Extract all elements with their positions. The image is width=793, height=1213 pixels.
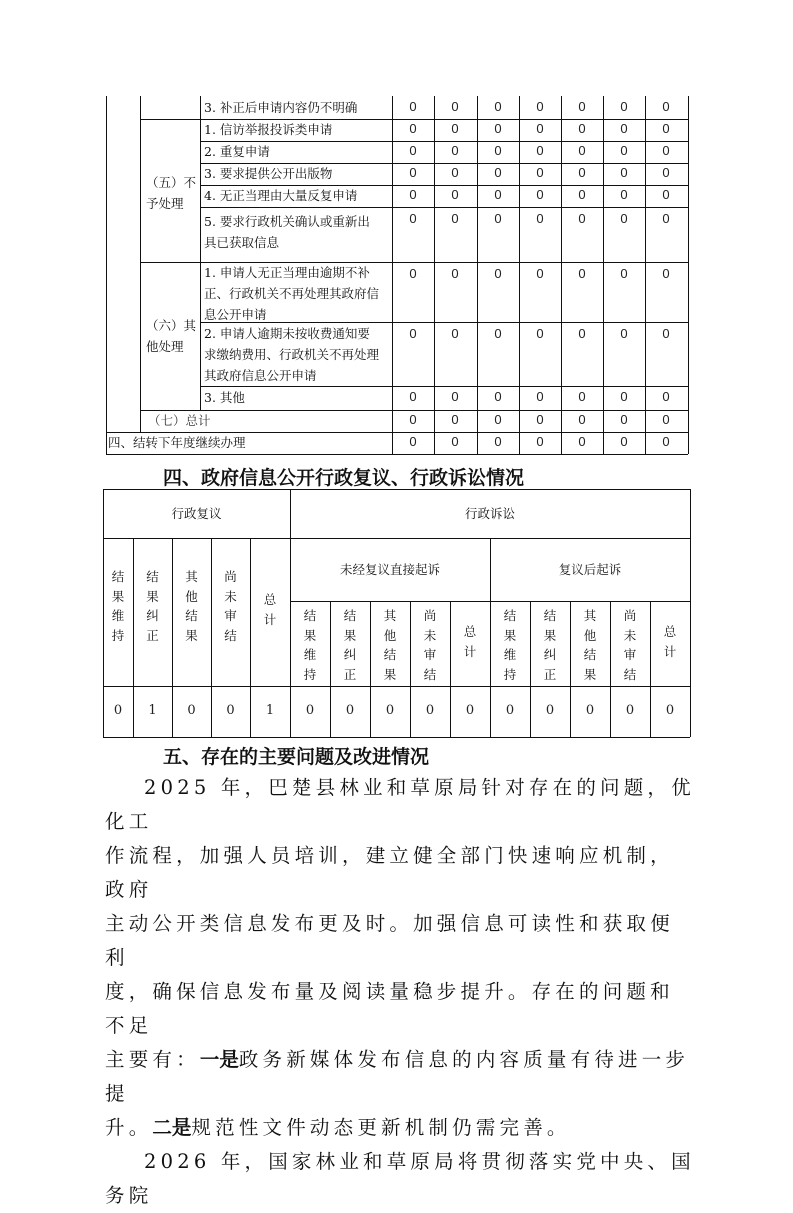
label-line: 息公开申请 bbox=[204, 307, 267, 322]
para-line: 2025 年，巴楚县林业和草原局针对存在的问题，优化工 bbox=[105, 776, 695, 833]
sub-header-char: 尚 bbox=[224, 569, 237, 584]
table-cell-value: 0 bbox=[662, 412, 670, 427]
sub-header-char: 果 bbox=[111, 588, 125, 604]
category-line: 予处理 bbox=[146, 196, 184, 211]
table-cell-value: 0 bbox=[451, 143, 459, 158]
table-cell-value: 0 bbox=[409, 121, 417, 136]
table-cell-value: 0 bbox=[451, 187, 459, 202]
label-line: 正、行政机关不再处理其政府信 bbox=[204, 286, 380, 301]
label-line: 具已获取信息 bbox=[204, 235, 280, 250]
table-cell-value: 0 bbox=[662, 211, 670, 226]
table-cell-value: 0 bbox=[494, 187, 502, 202]
category-no-process bbox=[146, 172, 196, 214]
sub-header-char: 结 bbox=[623, 666, 637, 682]
section4-heading: 四、政府信息公开行政复议、行政诉讼情况 bbox=[163, 467, 525, 489]
table-cell-value: 0 bbox=[578, 326, 586, 341]
sub-header-1 bbox=[144, 567, 162, 645]
sub-header-char: 总 bbox=[263, 592, 277, 607]
table-cell-value: 0 bbox=[620, 412, 628, 427]
sub-header-3 bbox=[621, 606, 639, 684]
table-cell-value: 0 bbox=[620, 143, 628, 158]
sub-header-char: 果 bbox=[503, 627, 517, 643]
table-cell-value: 0 bbox=[620, 165, 628, 180]
table-cell-value: 0 bbox=[662, 99, 670, 114]
sub-header-char: 审 bbox=[423, 647, 437, 662]
sub-header-2 bbox=[381, 606, 399, 684]
sub-header-char: 他 bbox=[185, 588, 198, 604]
table-cell-value: 0 bbox=[505, 703, 515, 718]
table-cell-value: 0 bbox=[545, 703, 555, 718]
table-cell-value: 0 bbox=[494, 165, 502, 180]
table-cell-value: 0 bbox=[578, 211, 586, 226]
table-cell-value: 0 bbox=[409, 434, 417, 449]
category-line: 他处理 bbox=[146, 339, 184, 354]
table-cell-value: 0 bbox=[585, 703, 595, 718]
sub-header-char: 其 bbox=[583, 608, 597, 623]
sub-header-4 bbox=[261, 590, 279, 629]
sub-header-2 bbox=[581, 606, 599, 684]
sub-header-0 bbox=[109, 567, 127, 645]
table-cell-value: 0 bbox=[578, 121, 586, 136]
table-cell-value: 0 bbox=[409, 412, 417, 427]
table-cell-value: 0 bbox=[620, 99, 628, 114]
table-row-label: 3. 要求提供公开出版物 bbox=[204, 166, 333, 181]
table-cell-value: 0 bbox=[536, 211, 544, 226]
direct-suit-header: 未经复议直接起诉 bbox=[339, 562, 440, 577]
sub-header-char: 其 bbox=[383, 608, 397, 623]
para-line bbox=[105, 1043, 695, 1111]
sub-header-char: 持 bbox=[111, 627, 125, 643]
sub-header-char: 果 bbox=[146, 588, 159, 604]
sub-header-char: 总 bbox=[663, 624, 677, 639]
sub-header-0 bbox=[301, 606, 319, 684]
label-line: 求缴纳费用、行政机关不再处理 bbox=[204, 347, 380, 362]
sub-header-char: 结 bbox=[146, 569, 159, 584]
sub-header-char: 未 bbox=[623, 627, 637, 643]
table-cell-value: 0 bbox=[494, 434, 502, 449]
sub-header-char: 纠 bbox=[146, 608, 159, 623]
label-line: 2. 申请人逾期未按收费通知要 bbox=[204, 326, 370, 341]
table-row-label bbox=[204, 262, 379, 325]
sub-header-char: 他 bbox=[383, 627, 397, 643]
table-cell-value: 0 bbox=[451, 434, 459, 449]
table-cell-value: 0 bbox=[620, 326, 628, 341]
table-cell-value: 0 bbox=[305, 703, 315, 718]
table-cell-value: 0 bbox=[385, 703, 395, 718]
table-cell-value: 0 bbox=[409, 143, 417, 158]
sub-header-2 bbox=[183, 567, 201, 645]
sub-header-char: 结 bbox=[583, 647, 597, 662]
table-row-label: 3. 其他 bbox=[204, 390, 245, 405]
table-cell-value: 0 bbox=[409, 389, 417, 404]
table-cell-value: 0 bbox=[662, 165, 670, 180]
table-cell-value: 0 bbox=[578, 389, 586, 404]
sub-header-char: 正 bbox=[543, 666, 557, 682]
sub-header-char: 持 bbox=[503, 666, 517, 682]
review-header: 行政复议 bbox=[171, 506, 222, 521]
sub-header-char: 结 bbox=[503, 608, 517, 623]
para-line: 作流程，加强人员培训，建立健全部门快速响应机制，政府 bbox=[105, 844, 674, 901]
sub-header-char: 结 bbox=[543, 608, 557, 623]
table-cell-value: 0 bbox=[494, 121, 502, 136]
sub-header-char: 结 bbox=[224, 627, 237, 643]
table-cell-value: 0 bbox=[494, 143, 502, 158]
para-line: 2026 年，国家林业和草原局将贯彻落实党中央、国务院 bbox=[105, 1150, 695, 1207]
table-row-label: 4. 无正当理由大量反复申请 bbox=[204, 188, 358, 203]
sub-header-char: 他 bbox=[583, 627, 597, 643]
table-cell-value: 0 bbox=[494, 389, 502, 404]
sub-header-4 bbox=[461, 622, 479, 661]
sub-header-char: 纠 bbox=[343, 647, 357, 662]
table-cell-value: 0 bbox=[665, 703, 675, 718]
sub-header-1 bbox=[541, 606, 559, 684]
table-cell-value: 0 bbox=[578, 434, 586, 449]
sub-header-char: 计 bbox=[663, 643, 677, 659]
emphasis-second: 二是 bbox=[152, 1116, 192, 1139]
sub-header-3 bbox=[222, 567, 240, 645]
table-cell-value: 0 bbox=[578, 165, 586, 180]
text-span: 主要有： bbox=[105, 1048, 200, 1071]
table-row-label bbox=[204, 323, 379, 386]
sub-header-char: 尚 bbox=[623, 608, 637, 623]
table-cell-value: 1 bbox=[265, 703, 275, 718]
table-cell-value: 0 bbox=[536, 266, 544, 281]
text-span: 政务新媒体发布信息的内容质量有待进一步提 bbox=[105, 1048, 690, 1105]
label-line: 1. 申请人无正当理由逾期不补 bbox=[204, 265, 370, 280]
table-cell-value: 0 bbox=[536, 121, 544, 136]
table-cell-value: 0 bbox=[625, 703, 635, 718]
table-cell-value: 0 bbox=[620, 187, 628, 202]
sub-header-char: 正 bbox=[146, 627, 159, 643]
table-cell-value: 0 bbox=[620, 389, 628, 404]
sub-header-char: 果 bbox=[303, 627, 317, 643]
table-cell-value: 0 bbox=[536, 99, 544, 114]
sub-header-char: 结 bbox=[111, 569, 125, 584]
sub-header-char: 持 bbox=[303, 666, 317, 682]
category-line: （五）不 bbox=[146, 175, 197, 190]
label-line: 5. 要求行政机关确认或重新出 bbox=[204, 214, 370, 229]
sub-header-char: 计 bbox=[263, 611, 277, 627]
sub-header-char: 总 bbox=[463, 624, 477, 639]
table-row-label: 2. 重复申请 bbox=[204, 144, 270, 159]
table-row-label: 1. 信访举报投诉类申请 bbox=[204, 122, 333, 137]
sub-header-char: 结 bbox=[383, 647, 397, 662]
table-cell-value: 0 bbox=[536, 434, 544, 449]
table-cell-value: 0 bbox=[425, 703, 435, 718]
table-cell-value: 0 bbox=[536, 165, 544, 180]
table-cell-value: 0 bbox=[409, 326, 417, 341]
table-cell-value: 0 bbox=[662, 187, 670, 202]
section5-heading: 五、存在的主要问题及改进情况 bbox=[163, 746, 430, 768]
table-cell-value: 0 bbox=[451, 121, 459, 136]
table-cell-value: 0 bbox=[451, 165, 459, 180]
sub-header-char: 结 bbox=[185, 608, 198, 623]
table-cell-value: 0 bbox=[451, 326, 459, 341]
sub-header-char: 果 bbox=[383, 666, 397, 682]
table-cell-value: 0 bbox=[465, 703, 475, 718]
sub-header-char: 纠 bbox=[543, 647, 557, 662]
table-cell-value: 0 bbox=[620, 266, 628, 281]
sub-header-char: 正 bbox=[343, 666, 357, 682]
table-cell-value: 0 bbox=[662, 121, 670, 136]
table-cell-value: 0 bbox=[536, 143, 544, 158]
table-cell-value: 0 bbox=[494, 266, 502, 281]
table-cell-value: 0 bbox=[536, 187, 544, 202]
sub-header-char: 审 bbox=[623, 647, 637, 662]
table-cell-value: 0 bbox=[578, 412, 586, 427]
sub-header-char: 维 bbox=[111, 608, 125, 623]
table-cell-value: 0 bbox=[662, 434, 670, 449]
sub-header-4 bbox=[661, 622, 679, 661]
sub-header-char: 审 bbox=[224, 608, 237, 623]
table-cell-value: 1 bbox=[148, 703, 157, 718]
sub-header-3 bbox=[421, 606, 439, 684]
sub-header-char: 结 bbox=[423, 666, 437, 682]
para-line: 度，确保信息发布量及阅读量稳步提升。存在的问题和不足 bbox=[105, 980, 674, 1037]
text-span: 升。 bbox=[105, 1116, 153, 1139]
table-cell-value: 0 bbox=[494, 412, 502, 427]
table-cell-value: 0 bbox=[620, 121, 628, 136]
label-line: 其政府信息公开申请 bbox=[204, 368, 317, 383]
table-cell-value: 0 bbox=[451, 389, 459, 404]
sub-header-char: 计 bbox=[463, 643, 477, 659]
table-cell-value: 0 bbox=[620, 434, 628, 449]
sub-header-char: 尚 bbox=[423, 608, 437, 623]
sub-header-char: 果 bbox=[543, 627, 557, 643]
table-cell-value: 0 bbox=[662, 266, 670, 281]
table-cell-value: 0 bbox=[578, 187, 586, 202]
category-other-process bbox=[146, 315, 196, 357]
after-review-suit-header: 复议后起诉 bbox=[558, 562, 622, 577]
table-cell-value: 0 bbox=[451, 266, 459, 281]
table-cell-value: 0 bbox=[536, 389, 544, 404]
table-row-label: （七）总计 bbox=[148, 413, 211, 428]
table-cell-value: 0 bbox=[451, 211, 459, 226]
sub-header-char: 未 bbox=[224, 588, 237, 604]
table-cell-value: 0 bbox=[113, 703, 123, 718]
table-cell-value: 0 bbox=[494, 326, 502, 341]
sub-header-char: 未 bbox=[423, 627, 437, 643]
table-cell-value: 0 bbox=[536, 412, 544, 427]
sub-header-char: 维 bbox=[303, 647, 317, 662]
table-cell-value: 0 bbox=[409, 99, 417, 114]
table-row-label bbox=[204, 211, 370, 253]
table-cell-value: 0 bbox=[494, 211, 502, 226]
table-cell-value: 0 bbox=[451, 412, 459, 427]
sub-header-char: 结 bbox=[343, 608, 357, 623]
table-cell-value: 0 bbox=[409, 187, 417, 202]
table-cell-value: 0 bbox=[578, 143, 586, 158]
litigation-header: 行政诉讼 bbox=[464, 506, 515, 521]
problems-paragraph bbox=[105, 771, 695, 1213]
table-cell-value: 0 bbox=[451, 99, 459, 114]
para-line: 主动公开类信息发布更及时。加强信息可读性和获取便利 bbox=[105, 912, 674, 969]
text-span: 规范性文件动态更新机制仍需完善。 bbox=[191, 1116, 571, 1139]
sub-header-0 bbox=[501, 606, 519, 684]
table-cell-value: 0 bbox=[536, 326, 544, 341]
table-cell-value: 0 bbox=[187, 703, 196, 718]
sub-header-char: 果 bbox=[583, 666, 597, 682]
table-cell-value: 0 bbox=[226, 703, 235, 718]
sub-header-char: 其 bbox=[185, 569, 198, 584]
category-line: （六）其 bbox=[146, 318, 197, 333]
table-cell-value: 0 bbox=[662, 326, 670, 341]
sub-header-char: 结 bbox=[303, 608, 317, 623]
table-row-label: 3. 补正后申请内容仍不明确 bbox=[204, 100, 358, 115]
table-cell-value: 0 bbox=[409, 266, 417, 281]
table-row-label: 四、结转下年度继续办理 bbox=[108, 435, 246, 450]
table-cell-value: 0 bbox=[578, 99, 586, 114]
table-cell-value: 0 bbox=[345, 703, 355, 718]
table-cell-value: 0 bbox=[494, 99, 502, 114]
table-cell-value: 0 bbox=[662, 389, 670, 404]
table-cell-value: 0 bbox=[620, 211, 628, 226]
table-cell-value: 0 bbox=[578, 266, 586, 281]
table-cell-value: 0 bbox=[662, 143, 670, 158]
para-line bbox=[105, 1111, 695, 1145]
sub-header-char: 果 bbox=[343, 627, 357, 643]
table-cell-value: 0 bbox=[409, 211, 417, 226]
emphasis-first: 一是 bbox=[199, 1048, 239, 1071]
sub-header-char: 果 bbox=[185, 627, 198, 643]
sub-header-char: 维 bbox=[503, 647, 517, 662]
sub-header-1 bbox=[341, 606, 359, 684]
table-cell-value: 0 bbox=[409, 165, 417, 180]
